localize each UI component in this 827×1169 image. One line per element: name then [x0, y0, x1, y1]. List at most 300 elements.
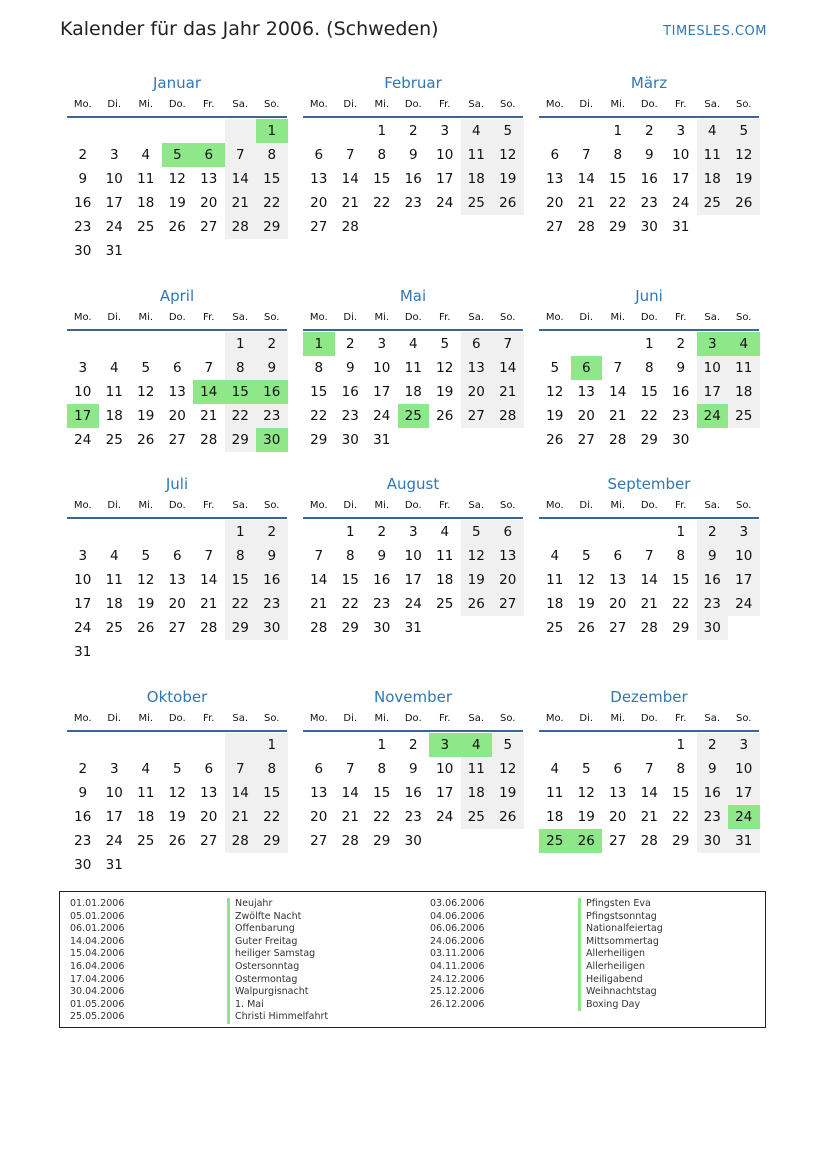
day-cell: 27: [200, 219, 218, 235]
weekday-label: Do.: [640, 312, 658, 323]
weekday-header: [303, 708, 523, 730]
weekday-label: Di.: [343, 713, 358, 724]
weekday-label: Mi.: [138, 713, 154, 724]
day-cell: 15: [609, 171, 627, 187]
day-cell: 12: [546, 384, 564, 400]
day-cell: 25: [461, 805, 493, 829]
day-grid: [539, 119, 759, 263]
weekday-header: [303, 94, 523, 116]
day-cell: 22: [672, 596, 690, 612]
holiday-day-cell: 17: [67, 404, 99, 428]
weekday-label: So.: [500, 312, 516, 323]
day-cell: 15: [256, 167, 288, 191]
day-cell: 5: [728, 119, 760, 143]
day-cell: 29: [672, 833, 690, 849]
month-juli: [67, 473, 287, 664]
weekday-label: Di.: [107, 500, 122, 511]
day-cell: 6: [172, 360, 182, 376]
day-cell: 2: [377, 524, 387, 540]
day-cell: 24: [105, 833, 123, 849]
weekday-label: Sa.: [704, 713, 721, 724]
holiday-date: 01.01.2006: [70, 898, 125, 909]
day-cell: 12: [137, 384, 155, 400]
weekday-label: Do.: [168, 99, 186, 110]
day-cell: 22: [373, 809, 391, 825]
day-cell: 10: [404, 548, 422, 564]
day-cell: 11: [137, 785, 155, 801]
day-cell: 7: [581, 147, 591, 163]
day-cell: 29: [256, 215, 288, 239]
holiday-date: 06.01.2006: [70, 923, 125, 935]
day-cell: 20: [168, 596, 186, 612]
day-cell: 25: [105, 432, 123, 448]
day-cell: 10: [105, 785, 123, 801]
day-cell: 27: [546, 219, 564, 235]
day-cell: 12: [728, 143, 760, 167]
day-grid: [67, 733, 287, 877]
day-cell: 9: [408, 147, 418, 163]
day-cell: 14: [200, 572, 218, 588]
day-cell: 16: [404, 785, 422, 801]
day-cell: 26: [137, 432, 155, 448]
day-cell: 23: [256, 592, 288, 616]
weekday-label: Mi.: [374, 99, 390, 110]
day-cell: 20: [310, 809, 328, 825]
weekday-label: Mi.: [610, 500, 626, 511]
weekday-label: Do.: [640, 713, 658, 724]
holiday-name: heiliger Samstag: [227, 948, 328, 961]
month-rule: [539, 116, 759, 118]
month-rule: [67, 730, 287, 732]
day-cell: 9: [377, 548, 387, 564]
day-cell: 6: [492, 520, 524, 544]
month-november: [303, 686, 523, 877]
day-cell: 3: [440, 123, 450, 139]
day-cell: 14: [310, 572, 328, 588]
day-cell: 9: [676, 360, 686, 376]
day-cell: 11: [436, 548, 454, 564]
weekday-label: So.: [264, 99, 280, 110]
holiday-day-cell: 16: [256, 380, 288, 404]
weekday-label: So.: [736, 312, 752, 323]
month-name: April: [159, 287, 195, 305]
day-cell: 23: [404, 809, 422, 825]
weekday-label: Sa.: [704, 500, 721, 511]
day-cell: 28: [609, 432, 627, 448]
day-cell: 22: [225, 404, 257, 428]
day-cell: 25: [105, 620, 123, 636]
day-cell: 28: [341, 219, 359, 235]
day-cell: 17: [672, 171, 690, 187]
day-grid: [67, 520, 287, 664]
month-name: November: [373, 688, 453, 706]
month-september: [539, 473, 759, 664]
day-cell: 28: [640, 620, 658, 636]
day-cell: 21: [200, 408, 218, 424]
day-cell: 1: [644, 336, 654, 352]
day-cell: 16: [74, 809, 92, 825]
month-juni: [539, 285, 759, 476]
weekday-label: Do.: [168, 500, 186, 511]
day-cell: 28: [310, 620, 328, 636]
day-cell: 4: [461, 119, 493, 143]
holiday-name: Heiligabend: [578, 974, 663, 987]
day-cell: 5: [492, 733, 524, 757]
day-cell: 30: [640, 219, 658, 235]
month-april: [67, 285, 287, 476]
day-cell: 13: [310, 171, 328, 187]
day-cell: 14: [640, 785, 658, 801]
day-cell: 2: [256, 520, 288, 544]
day-cell: 23: [74, 833, 92, 849]
holiday-day-cell: 6: [193, 143, 225, 167]
day-cell: 18: [105, 596, 123, 612]
day-cell: 22: [256, 191, 288, 215]
day-cell: 22: [256, 805, 288, 829]
day-cell: 31: [105, 243, 123, 259]
weekday-label: Mi.: [610, 99, 626, 110]
day-grid: [539, 733, 759, 877]
day-cell: 6: [613, 548, 623, 564]
weekday-header: [67, 495, 287, 517]
day-cell: 20: [200, 809, 218, 825]
day-cell: 28: [577, 219, 595, 235]
day-cell: 3: [728, 520, 760, 544]
day-cell: 24: [74, 432, 92, 448]
day-cell: 25: [697, 191, 729, 215]
day-cell: 15: [373, 171, 391, 187]
day-cell: 8: [377, 761, 387, 777]
weekday-label: Mo.: [309, 312, 328, 323]
day-cell: 19: [137, 596, 155, 612]
day-cell: 31: [74, 644, 92, 660]
weekday-label: Fr.: [675, 713, 687, 724]
day-cell: 29: [373, 833, 391, 849]
weekday-label: Fr.: [203, 312, 215, 323]
month-name: Dezember: [610, 688, 688, 706]
weekday-label: Di.: [343, 99, 358, 110]
day-cell: 1: [345, 524, 355, 540]
day-cell: 13: [168, 572, 186, 588]
day-cell: 31: [728, 829, 760, 853]
weekday-label: Di.: [343, 312, 358, 323]
day-cell: 19: [168, 195, 186, 211]
day-cell: 12: [461, 544, 493, 568]
day-cell: 31: [105, 857, 123, 873]
day-cell: 6: [550, 147, 560, 163]
weekday-header: [303, 307, 523, 329]
day-cell: 5: [141, 360, 151, 376]
day-cell: 19: [168, 809, 186, 825]
month-rule: [67, 116, 287, 118]
day-cell: 13: [546, 171, 564, 187]
weekday-label: Do.: [404, 312, 422, 323]
day-cell: 15: [256, 781, 288, 805]
day-cell: 6: [314, 147, 324, 163]
month-märz: [539, 72, 759, 263]
day-cell: 27: [609, 833, 627, 849]
weekday-label: Fr.: [439, 713, 451, 724]
day-cell: 19: [546, 408, 564, 424]
day-grid: [303, 119, 523, 263]
day-cell: 5: [440, 336, 450, 352]
day-cell: 8: [676, 548, 686, 564]
day-cell: 29: [256, 829, 288, 853]
weekday-label: Di.: [107, 312, 122, 323]
day-cell: 31: [672, 219, 690, 235]
day-cell: 1: [676, 524, 686, 540]
holiday-date: 17.04.2006: [70, 973, 125, 985]
day-cell: 5: [581, 548, 591, 564]
weekday-label: Di.: [579, 500, 594, 511]
day-cell: 5: [581, 761, 591, 777]
day-cell: 18: [137, 809, 155, 825]
day-cell: 2: [676, 336, 686, 352]
day-cell: 17: [728, 568, 760, 592]
weekday-label: Sa.: [232, 312, 249, 323]
weekday-label: So.: [736, 99, 752, 110]
holiday-dates-left: [70, 898, 124, 1024]
day-cell: 20: [546, 195, 564, 211]
day-cell: 15: [225, 568, 257, 592]
weekday-label: Fr.: [675, 500, 687, 511]
day-cell: 24: [74, 620, 92, 636]
day-cell: 18: [461, 167, 493, 191]
day-cell: 1: [256, 733, 288, 757]
month-rule: [303, 329, 523, 331]
weekday-header: [67, 708, 287, 730]
weekday-label: Do.: [640, 99, 658, 110]
day-grid: [67, 119, 287, 263]
day-cell: 11: [404, 360, 422, 376]
day-cell: 4: [141, 147, 151, 163]
day-cell: 30: [256, 616, 288, 640]
day-cell: 22: [341, 596, 359, 612]
day-cell: 3: [377, 336, 387, 352]
day-cell: 24: [436, 195, 454, 211]
holiday-day-cell: 15: [225, 380, 257, 404]
holiday-dates-right: [430, 898, 484, 1011]
day-cell: 17: [436, 171, 454, 187]
day-cell: 9: [697, 757, 729, 781]
holiday-date: 25.12.2006: [430, 986, 485, 998]
weekday-label: So.: [736, 500, 752, 511]
day-cell: 10: [74, 572, 92, 588]
weekday-label: Fr.: [439, 500, 451, 511]
day-cell: 24: [672, 195, 690, 211]
day-cell: 1: [676, 737, 686, 753]
month-mai: [303, 285, 523, 476]
day-cell: 21: [225, 805, 257, 829]
holiday-day-cell: 24: [697, 404, 729, 428]
day-cell: 10: [672, 147, 690, 163]
day-cell: 16: [404, 171, 422, 187]
day-cell: 10: [697, 356, 729, 380]
month-rule: [303, 730, 523, 732]
day-cell: 14: [341, 785, 359, 801]
day-cell: 16: [672, 384, 690, 400]
day-cell: 15: [341, 572, 359, 588]
month-august: [303, 473, 523, 664]
month-name: März: [630, 74, 668, 92]
weekday-label: Mo.: [73, 312, 92, 323]
day-cell: 4: [440, 524, 450, 540]
day-cell: 22: [640, 408, 658, 424]
day-cell: 16: [256, 568, 288, 592]
day-cell: 10: [105, 171, 123, 187]
day-cell: 29: [225, 616, 257, 640]
day-cell: 8: [644, 360, 654, 376]
day-cell: 2: [256, 332, 288, 356]
holiday-day-cell: 24: [728, 805, 760, 829]
weekday-label: Di.: [107, 99, 122, 110]
weekday-label: Mo.: [309, 713, 328, 724]
day-cell: 21: [640, 809, 658, 825]
holiday-names-right: [578, 898, 663, 1011]
holiday-day-cell: 1: [256, 119, 288, 143]
day-cell: 18: [137, 195, 155, 211]
day-cell: 6: [314, 761, 324, 777]
holiday-date: 30.04.2006: [70, 986, 125, 998]
day-cell: 6: [172, 548, 182, 564]
day-cell: 6: [204, 761, 214, 777]
holiday-day-cell: 26: [571, 829, 603, 853]
day-cell: 12: [168, 171, 186, 187]
site-link[interactable]: TIMESLES.COM: [663, 24, 767, 39]
month-name: Januar: [153, 74, 201, 92]
holiday-list: [59, 891, 766, 1028]
holiday-date: 05.01.2006: [70, 910, 125, 922]
weekday-label: Mi.: [610, 713, 626, 724]
blank-weekend-cell: [225, 119, 257, 143]
day-cell: 26: [577, 620, 595, 636]
holiday-date: 26.12.2006: [430, 998, 485, 1010]
day-cell: 19: [461, 568, 493, 592]
day-cell: 13: [609, 572, 627, 588]
day-cell: 18: [436, 572, 454, 588]
day-cell: 4: [550, 548, 560, 564]
holiday-day-cell: 25: [398, 404, 430, 428]
day-cell: 21: [341, 809, 359, 825]
day-cell: 15: [640, 384, 658, 400]
weekday-label: Fr.: [203, 500, 215, 511]
weekday-label: Di.: [343, 500, 358, 511]
day-cell: 14: [225, 781, 257, 805]
day-cell: 5: [461, 520, 493, 544]
day-cell: 22: [225, 592, 257, 616]
day-cell: 4: [109, 360, 119, 376]
day-cell: 15: [672, 572, 690, 588]
day-cell: 12: [492, 143, 524, 167]
day-cell: 18: [546, 596, 564, 612]
day-cell: 25: [436, 596, 454, 612]
day-cell: 15: [310, 384, 328, 400]
holiday-name: Pfingsten Eva: [578, 898, 663, 911]
day-cell: 21: [225, 191, 257, 215]
weekday-label: Di.: [579, 312, 594, 323]
day-cell: 21: [640, 596, 658, 612]
day-cell: 27: [310, 219, 328, 235]
day-grid: [303, 733, 523, 877]
day-cell: 12: [577, 572, 595, 588]
holiday-day-cell: 6: [571, 356, 603, 380]
day-cell: 21: [577, 195, 595, 211]
day-cell: 27: [310, 833, 328, 849]
day-grid: [539, 520, 759, 664]
day-cell: 3: [676, 123, 686, 139]
day-cell: 11: [697, 143, 729, 167]
day-cell: 8: [314, 360, 324, 376]
day-cell: 19: [492, 781, 524, 805]
holiday-date: 25.05.2006: [70, 1011, 125, 1023]
holiday-day-cell: 3: [429, 733, 461, 757]
weekday-label: Mi.: [138, 500, 154, 511]
day-cell: 2: [697, 733, 729, 757]
day-cell: 19: [728, 167, 760, 191]
day-cell: 26: [492, 191, 524, 215]
day-cell: 20: [461, 380, 493, 404]
weekday-label: So.: [264, 312, 280, 323]
day-cell: 28: [640, 833, 658, 849]
holiday-date: 15.04.2006: [70, 948, 125, 960]
day-cell: 11: [728, 356, 760, 380]
day-cell: 5: [141, 548, 151, 564]
day-cell: 18: [461, 781, 493, 805]
day-cell: 23: [640, 195, 658, 211]
weekday-label: Do.: [168, 713, 186, 724]
holiday-name: Nationalfeiertag: [578, 923, 663, 936]
weekday-header: [303, 495, 523, 517]
day-cell: 11: [461, 757, 493, 781]
month-name: Februar: [384, 74, 442, 92]
month-februar: [303, 72, 523, 263]
day-cell: 13: [461, 356, 493, 380]
day-cell: 24: [728, 592, 760, 616]
day-cell: 30: [74, 857, 92, 873]
holiday-day-cell: 4: [728, 332, 760, 356]
day-cell: 28: [200, 620, 218, 636]
day-cell: 13: [310, 785, 328, 801]
weekday-label: Di.: [579, 713, 594, 724]
day-cell: 26: [461, 592, 493, 616]
day-cell: 23: [74, 219, 92, 235]
weekday-label: Mo.: [309, 500, 328, 511]
day-cell: 14: [492, 356, 524, 380]
holiday-name: Mittsommertag: [578, 936, 663, 949]
day-cell: 29: [310, 432, 328, 448]
day-cell: 20: [492, 568, 524, 592]
day-cell: 2: [644, 123, 654, 139]
weekday-label: So.: [500, 713, 516, 724]
day-cell: 7: [613, 360, 623, 376]
day-cell: 13: [200, 171, 218, 187]
day-cell: 11: [105, 572, 123, 588]
day-cell: 4: [109, 548, 119, 564]
holiday-date: 04.06.2006: [430, 910, 485, 922]
holiday-name: Guter Freitag: [227, 936, 328, 949]
holiday-name: Walpurgisnacht: [227, 986, 328, 999]
day-cell: 17: [105, 195, 123, 211]
day-cell: 9: [256, 544, 288, 568]
day-cell: 4: [550, 761, 560, 777]
day-cell: 26: [436, 408, 454, 424]
day-cell: 23: [697, 592, 729, 616]
day-cell: 23: [672, 408, 690, 424]
weekday-header: [67, 94, 287, 116]
day-cell: 10: [728, 757, 760, 781]
weekday-label: Mo.: [545, 99, 564, 110]
day-cell: 13: [200, 785, 218, 801]
